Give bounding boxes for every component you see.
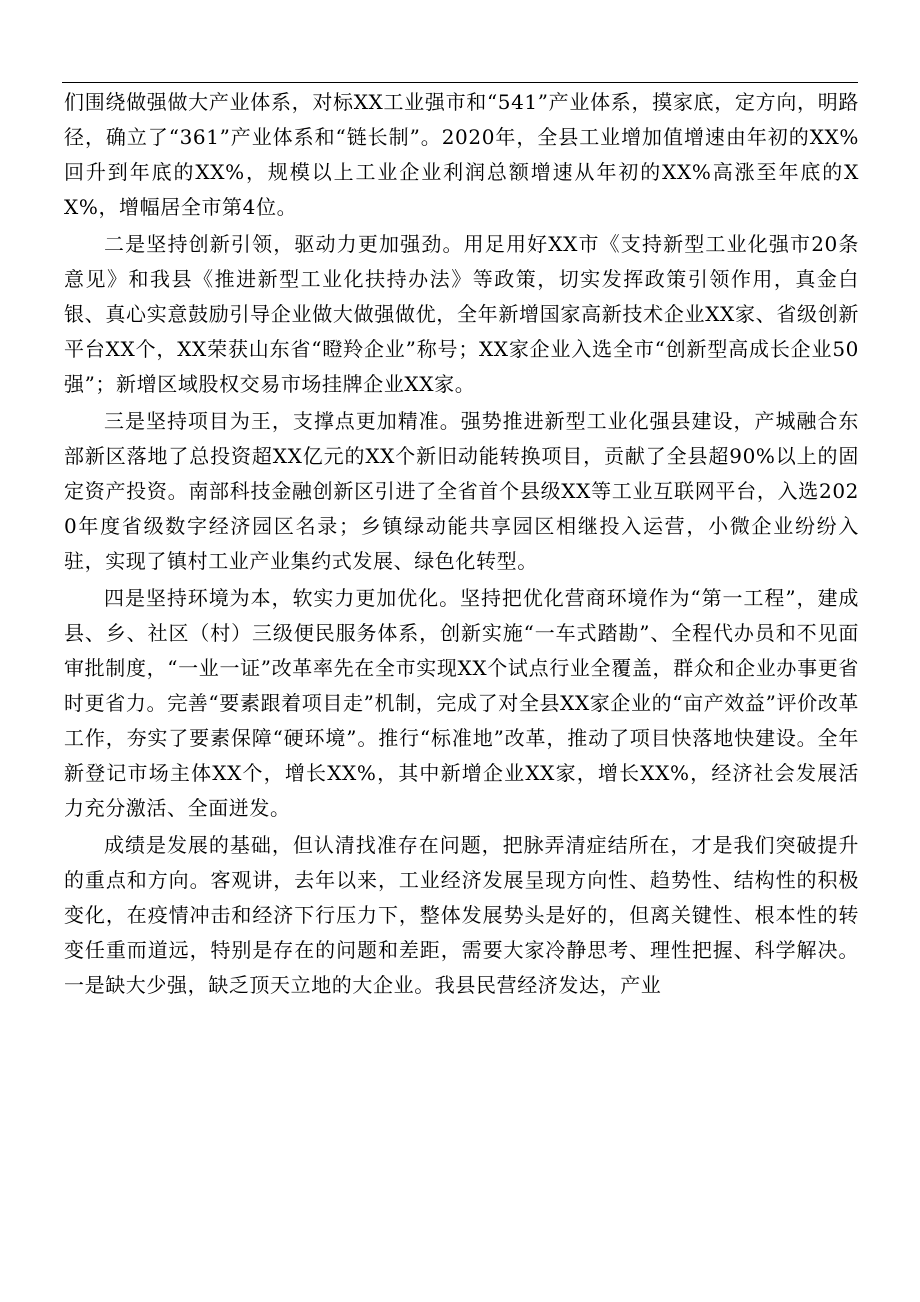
header-rule [62,82,858,83]
paragraph-problems: 成绩是发展的基础，但认清找准存在问题，把脉弄清症结所在，才是我们突破提升的重点和方向。客观讲，去年以来，工业经济发展呈现方向性、趋势性、结构性的积极变化，在疫情冲击和经济下行压力下，整体发展势头是好的，但离关键性、根本性的转变任重而道远，特别是存在的问题和差距，需要大家冷静思考、理性把握、科学解决。一是缺大少强，缺乏顶天立地的大企业。我县民营经济发达，产业 [64,833,859,997]
paragraph-projects: 三是坚持项目为王，支撑点更加精准。强势推进新型工业化强县建设，产城融合东部新区落地了总投资超XX亿元的XX个新旧动能转换项目，贡献了全县超90%以上的固定资产投资。南部科技金融创新区引进了全省首个县级XX等工业互联网平台，入选2020年度省级数字经济园区名录；乡镇绿动能共享园区相继投入运营，小微企业纷纷入驻，实现了镇村工业产业集约式发展、绿色化转型。 [64,409,859,573]
paragraph-innovation: 二是坚持创新引领，驱动力更加强劲。用足用好XX市《支持新型工业化强市20条意见》和我县《推进新型工业化扶持办法》等政策，切实发挥政策引领作用，真金白银、真心实意鼓励引导企业做大做强做优，全年新增国家高新技术企业XX家、省级创新平台XX个，XX荣获山东省“瞪羚企业”称号；XX家企业入选全市“创新型高成长企业50强”；新增区域股权交易市场挂牌企业XX家。 [64,232,859,396]
paragraph-environment: 四是坚持环境为本，软实力更加优化。坚持把优化营商环境作为“第一工程”，建成县、乡、社区（村）三级便民服务体系，创新实施“一车式踏勘”、全程代办员和不见面审批制度，“一业一证”改革率先在全市实现XX个试点行业全覆盖，群众和企业办事更省时更省力。完善“要素跟着项目走”机制，完成了对全县XX家企业的“亩产效益”评价改革工作，夯实了要素保障“硬环境”。推行“标准地”改革，推动了项目快落地快建设。全年新登记市场主体XX个，增长XX%，其中新增企业XX家，增长XX%，经济社会发展活力充分激活、全面迸发。 [64,586,859,820]
paragraph-continued: 们围绕做强做大产业体系，对标XX工业强市和“541”产业体系，摸家底，定方向，明路径，确立了“361”产业体系和“链长制”。2020年，全县工业增加值增速由年初的XX%回升到年底的XX%，规模以上工业企业利润总额增速从年初的XX%高涨至年底的XX%，增幅居全市第4位。 [64,90,859,219]
document-body [64,85,859,1003]
